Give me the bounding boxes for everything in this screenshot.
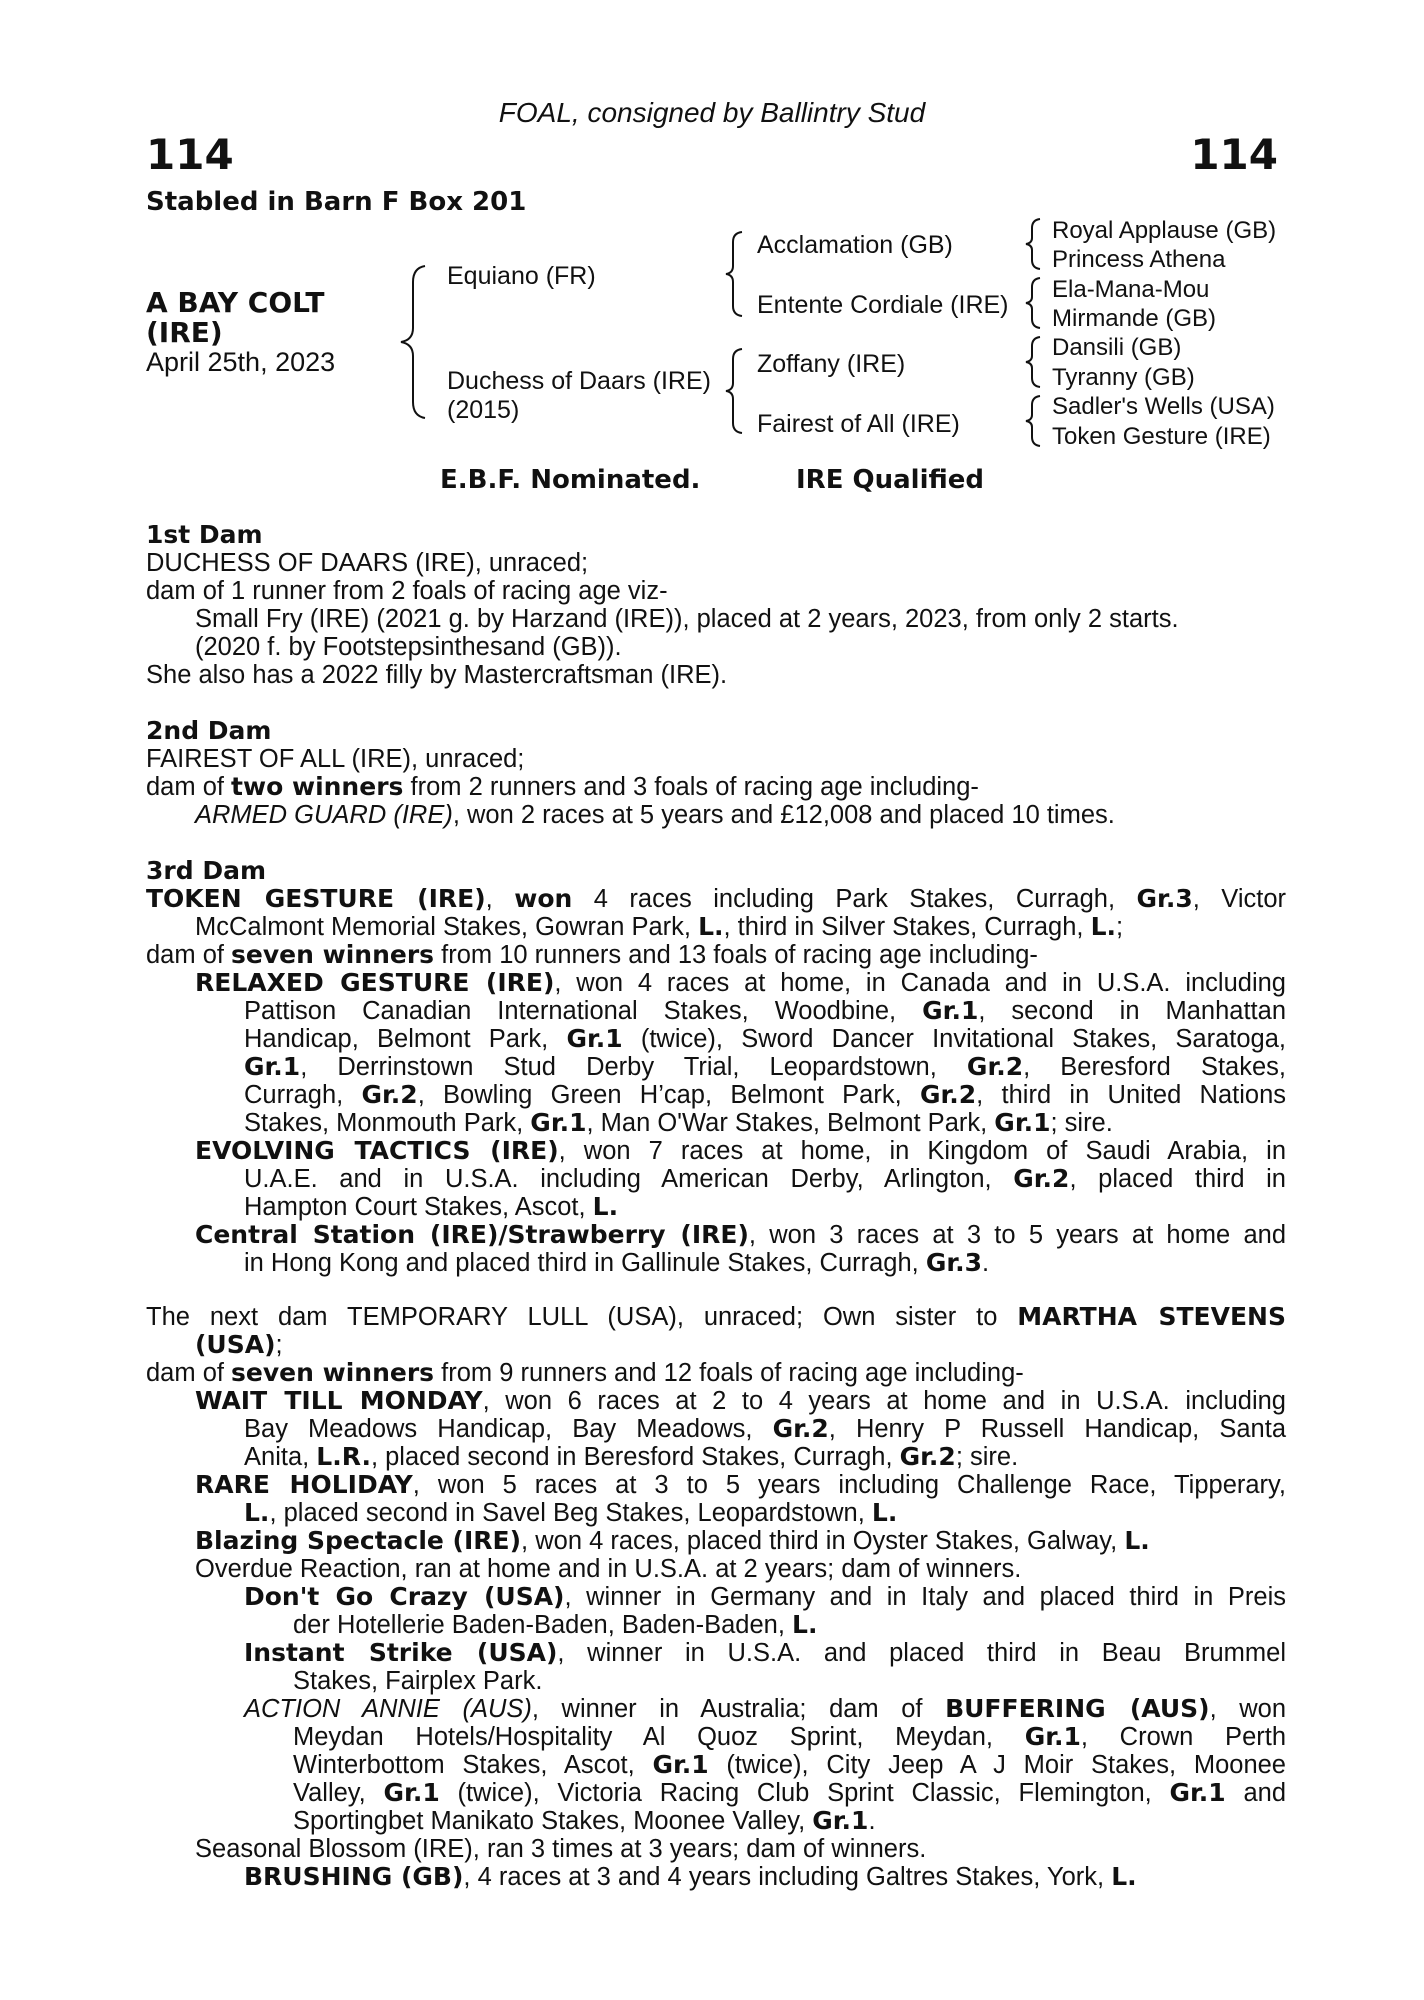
italic-text: ARMED GUARD (IRE) (195, 801, 453, 829)
text-run: Handicap, Belmont Park, (244, 1025, 567, 1053)
text-run: Sportingbet Manikato Stakes, Moonee Valley, (293, 1807, 813, 1835)
stabled-line: Stabled in Barn F Box 201 (146, 187, 527, 217)
bold-text: Gr.1 (812, 1806, 869, 1835)
text-run: (twice), City Jeep A J Moir Stakes, Moonee (708, 1751, 1286, 1779)
text-run: , won 4 races at home, in Canada and in U.S.A. including (554, 969, 1286, 997)
bold-text: Central Station (IRE)/Strawberry (IRE) (195, 1220, 749, 1249)
text-line: Stakes, Fairplex Park. (293, 1667, 543, 1695)
bold-text: WAIT TILL MONDAY (195, 1386, 483, 1415)
pedigree-sire-dam: Entente Cordiale (IRE) (757, 291, 1009, 319)
text-line: FAIREST OF ALL (IRE), unraced; (146, 745, 525, 773)
text-run: ; (1116, 913, 1124, 941)
bold-text: L.R. (316, 1442, 371, 1471)
bold-text: won (514, 884, 573, 913)
second-dam-section (146, 717, 1286, 829)
pedigree-dam-dam: Fairest of All (IRE) (757, 410, 960, 438)
text-line (146, 997, 1286, 1025)
text-run: from 2 runners and 3 foals of racing age including- (403, 773, 979, 801)
text-line (146, 1303, 1286, 1331)
bold-text: Gr.1 (922, 996, 979, 1025)
text-line (146, 1249, 1286, 1277)
text-run: , 4 races at 3 and 4 years including Galtres Stakes, York, (463, 1863, 1112, 1891)
text-run: Bay Meadows Handicap, Bay Meadows, (244, 1415, 773, 1443)
third-dam-section (146, 857, 1286, 1277)
lot-number-left: 114 (146, 130, 234, 179)
text-run: , won 4 races, placed third in Oyster Stakes, Galway, (521, 1527, 1125, 1555)
pedigree-dds: Sadler's Wells (USA) (1052, 393, 1275, 420)
text-line (146, 1499, 1286, 1527)
text-run: , Beresford Stakes, (1023, 1053, 1286, 1081)
text-run: Stakes, Monmouth Park, (244, 1109, 531, 1137)
text-run: , Henry P Russell Handicap, Santa (828, 1415, 1287, 1443)
text-line (146, 885, 1286, 913)
text-line (146, 1611, 1286, 1639)
text-line: Seasonal Blossom (IRE), ran 3 times at 3 years; dam of winners. (195, 1835, 927, 1863)
text-line (146, 1165, 1286, 1193)
text-line (146, 1443, 1286, 1471)
text-run: ; sire. (1050, 1109, 1113, 1137)
text-run: from 9 runners and 12 foals of racing age including- (434, 1359, 1024, 1387)
bold-text: Gr.1 (566, 1024, 623, 1053)
text-run: , won 7 races at home, in Kingdom of Saudi Arabia, in (558, 1137, 1287, 1165)
lot-number-right: 114 (1190, 130, 1278, 179)
text-run: in Hong Kong and placed third in Gallinule Stakes, Curragh, (244, 1249, 926, 1277)
bold-text: Instant Strike (USA) (244, 1638, 558, 1667)
text-line (146, 1779, 1286, 1807)
text-line (146, 1109, 1286, 1137)
text-line (146, 1387, 1286, 1415)
bold-text: L. (244, 1498, 270, 1527)
text-run: The next dam TEMPORARY LULL (USA), unraced; Own sister to (146, 1303, 1018, 1331)
ebf-note: E.B.F. Nominated. (440, 465, 701, 495)
text-run: (twice), Victoria Racing Club Sprint Classic, Flemington, (439, 1779, 1170, 1807)
text-line (146, 1081, 1286, 1109)
text-run: Curragh, (244, 1081, 362, 1109)
text-run: , Derrinstown Stud Derby Trial, Leopardstown, (300, 1053, 967, 1081)
pedigree-ssd: Princess Athena (1052, 246, 1226, 273)
text-line (146, 1863, 1286, 1891)
text-line (146, 1025, 1286, 1053)
text-run: dam of (146, 1359, 232, 1387)
bold-text: seven winners (231, 940, 435, 969)
pedigree-sire: Equiano (FR) (447, 262, 596, 290)
text-run: Pattison Canadian International Stakes, Woodbine, (244, 997, 923, 1025)
bold-text: EVOLVING TACTICS (IRE) (195, 1136, 559, 1165)
text-line (146, 1471, 1286, 1499)
bold-text: L. (871, 1498, 898, 1527)
text-run: dam of (146, 941, 232, 969)
bold-text: Gr.1 (244, 1052, 301, 1081)
text-run: (twice), Sword Dancer Invitational Stakes, Saratoga, (622, 1025, 1286, 1053)
text-run: , (485, 885, 515, 913)
text-run: , won 5 races at 3 to 5 years including Challenge Race, Tipperary, (412, 1471, 1286, 1499)
text-run: Hampton Court Stakes, Ascot, (244, 1193, 593, 1221)
text-run: from 10 runners and 13 foals of racing age including- (434, 941, 1038, 969)
text-run: and (1225, 1779, 1286, 1807)
bold-text: Gr.2 (772, 1414, 829, 1443)
bold-text: Blazing Spectacle (IRE) (195, 1526, 522, 1555)
section-heading: 3rd Dam (146, 856, 266, 885)
text-line (146, 1723, 1286, 1751)
bold-text: TOKEN GESTURE (IRE) (146, 884, 486, 913)
text-run: Meydan Hotels/Hospitality Al Quoz Sprint, Meydan, (293, 1723, 1025, 1751)
pedigree-dam: Duchess of Daars (IRE) (447, 367, 711, 395)
first-dam-section (146, 521, 1286, 689)
text-line (146, 773, 1286, 801)
text-line: She also has a 2022 filly by Mastercraftsman (IRE). (146, 661, 728, 689)
text-line: DUCHESS OF DAARS (IRE), unraced; (146, 549, 589, 577)
text-run: , won 3 races at 3 to 5 years at home and (748, 1221, 1286, 1249)
section-heading: 2nd Dam (146, 716, 272, 745)
text-line (146, 969, 1286, 997)
bold-text: Gr.2 (1013, 1164, 1070, 1193)
text-line (146, 1053, 1286, 1081)
text-run: 4 races including Park Stakes, Curragh, (572, 885, 1137, 913)
bold-text: (USA) (195, 1330, 276, 1359)
pedigree-dsd: Tyranny (GB) (1052, 364, 1195, 391)
bold-text: RARE HOLIDAY (195, 1470, 413, 1499)
bold-text: MARTHA STEVENS (1017, 1302, 1286, 1331)
bold-text: Gr.1 (530, 1108, 587, 1137)
text-run: . (868, 1807, 876, 1835)
bold-text: RELAXED GESTURE (IRE) (195, 968, 555, 997)
horse-dob: April 25th, 2023 (146, 347, 336, 377)
bold-text: L. (1111, 1862, 1137, 1891)
bold-text: L. (698, 912, 724, 941)
text-run: , Man O'War Stakes, Belmont Park, (586, 1109, 995, 1137)
bold-text: Gr.3 (925, 1248, 983, 1277)
text-run: , placed second in Beresford Stakes, Curragh, (370, 1443, 900, 1471)
bold-text: Gr.2 (919, 1080, 977, 1109)
text-run: , won (1209, 1695, 1287, 1723)
pedigree-sds: Ela-Mana-Mou (1052, 276, 1210, 303)
text-run: , Bowling Green H’cap, Belmont Park, (417, 1081, 920, 1109)
horse-country: (IRE) (146, 316, 223, 349)
text-run: der Hotellerie Baden-Baden, Baden-Baden, (293, 1611, 793, 1639)
text-line (146, 1751, 1286, 1779)
text-run: dam of (146, 773, 232, 801)
bold-text: L. (792, 1610, 818, 1639)
text-run: ; (275, 1331, 283, 1359)
text-line (146, 1415, 1286, 1443)
bold-text: Gr.1 (383, 1778, 440, 1807)
text-line (146, 1193, 1286, 1221)
next-dam-section (146, 1303, 1286, 1891)
pedigree-sdd: Mirmande (GB) (1052, 305, 1217, 332)
bold-text: Gr.1 (994, 1108, 1051, 1137)
text-run: McCalmont Memorial Stakes, Gowran Park, (195, 913, 699, 941)
text-line (146, 1527, 1286, 1555)
bold-text: Gr.1 (1024, 1722, 1081, 1751)
pedigree-brace-ds (1022, 334, 1046, 390)
bold-text: Gr.2 (966, 1052, 1024, 1081)
bold-text: Don't Go Crazy (USA) (244, 1582, 565, 1611)
text-line: Overdue Reaction, ran at home and in U.S.A. at 2 years; dam of winners. (195, 1555, 1022, 1583)
bold-text: seven winners (231, 1358, 435, 1387)
consignor-line: FOAL, consigned by Ballintry Stud (498, 97, 926, 128)
bold-text: Gr.2 (361, 1080, 418, 1109)
text-run: Valley, (293, 1779, 384, 1807)
text-line (146, 1137, 1286, 1165)
section-heading: 1st Dam (146, 520, 263, 549)
pedigree-ddd: Token Gesture (IRE) (1052, 423, 1271, 450)
pedigree-dam-year: (2015) (447, 396, 520, 424)
pedigree-brace-dd (1022, 393, 1046, 449)
bold-text: L. (1090, 912, 1117, 941)
bold-text: L. (1124, 1526, 1150, 1555)
bold-text: BUFFERING (AUS) (945, 1694, 1210, 1723)
pedigree-brace-dam (722, 345, 748, 437)
bold-text: BRUSHING (GB) (244, 1862, 464, 1891)
text-line (146, 1221, 1286, 1249)
pedigree-dam-sire: Zoffany (IRE) (757, 350, 906, 378)
text-run: , placed third in (1069, 1165, 1286, 1193)
text-line (146, 1639, 1286, 1667)
ire-note: IRE Qualified (796, 465, 985, 495)
text-run: , won 2 races at 5 years and £12,008 and placed 10 times. (452, 801, 1115, 829)
italic-text: ACTION ANNIE (AUS) (244, 1695, 532, 1723)
text-line (146, 1583, 1286, 1611)
text-run: , second in Manhattan (978, 997, 1287, 1025)
text-line: Small Fry (IRE) (2021 g. by Harzand (IRE)), placed at 2 years, 2023, from only 2 starts. (195, 605, 1179, 633)
text-line (146, 1807, 1286, 1835)
text-line: dam of 1 runner from 2 foals of racing age viz- (146, 577, 668, 605)
bold-text: Gr.1 (652, 1750, 709, 1779)
text-run: , Crown Perth (1080, 1723, 1287, 1751)
bold-text: Gr.2 (899, 1442, 956, 1471)
bold-text: two winners (231, 772, 404, 801)
text-line (146, 913, 1286, 941)
pedigree-sss: Royal Applause (GB) (1052, 217, 1277, 244)
pedigree-brace-sire (722, 228, 748, 320)
pedigree-brace-sd (1022, 275, 1046, 331)
horse-title: A BAY COLT (146, 286, 325, 319)
text-run: , third in Silver Stakes, Curragh, (723, 913, 1091, 941)
text-line (146, 1331, 1286, 1359)
text-run: ; sire. (955, 1443, 1019, 1471)
text-line (146, 1695, 1286, 1723)
text-run: , placed second in Savel Beg Stakes, Leopardstown, (269, 1499, 872, 1527)
pedigree-brace-ss (1022, 216, 1046, 272)
text-run: , winner in Australia; dam of (531, 1695, 946, 1723)
text-line (146, 941, 1286, 969)
text-run: , winner in Germany and in Italy and placed third in Preis (564, 1583, 1286, 1611)
text-run: . (982, 1249, 990, 1277)
text-run: , won 6 races at 2 to 4 years at home and in U.S.A. including (482, 1387, 1286, 1415)
bold-text: L. (592, 1192, 619, 1221)
text-line: (2020 f. by Footstepsinthesand (GB)). (195, 633, 622, 661)
text-run: , winner in U.S.A. and placed third in Beau Brummel (557, 1639, 1286, 1667)
text-line (146, 801, 1286, 829)
text-run: Winterbottom Stakes, Ascot, (293, 1751, 653, 1779)
pedigree-dss: Dansili (GB) (1052, 334, 1182, 361)
text-run: , third in United Nations (976, 1081, 1287, 1109)
bold-text: Gr.1 (1169, 1778, 1226, 1807)
text-run: , Victor (1192, 885, 1287, 913)
text-run: U.A.E. and in U.S.A. including American Derby, Arlington, (244, 1165, 1014, 1193)
text-line (146, 1359, 1286, 1387)
pedigree-brace-main (395, 262, 435, 422)
text-run: Anita, (244, 1443, 317, 1471)
bold-text: Gr.3 (1136, 884, 1193, 913)
pedigree-sire-sire: Acclamation (GB) (757, 231, 953, 259)
